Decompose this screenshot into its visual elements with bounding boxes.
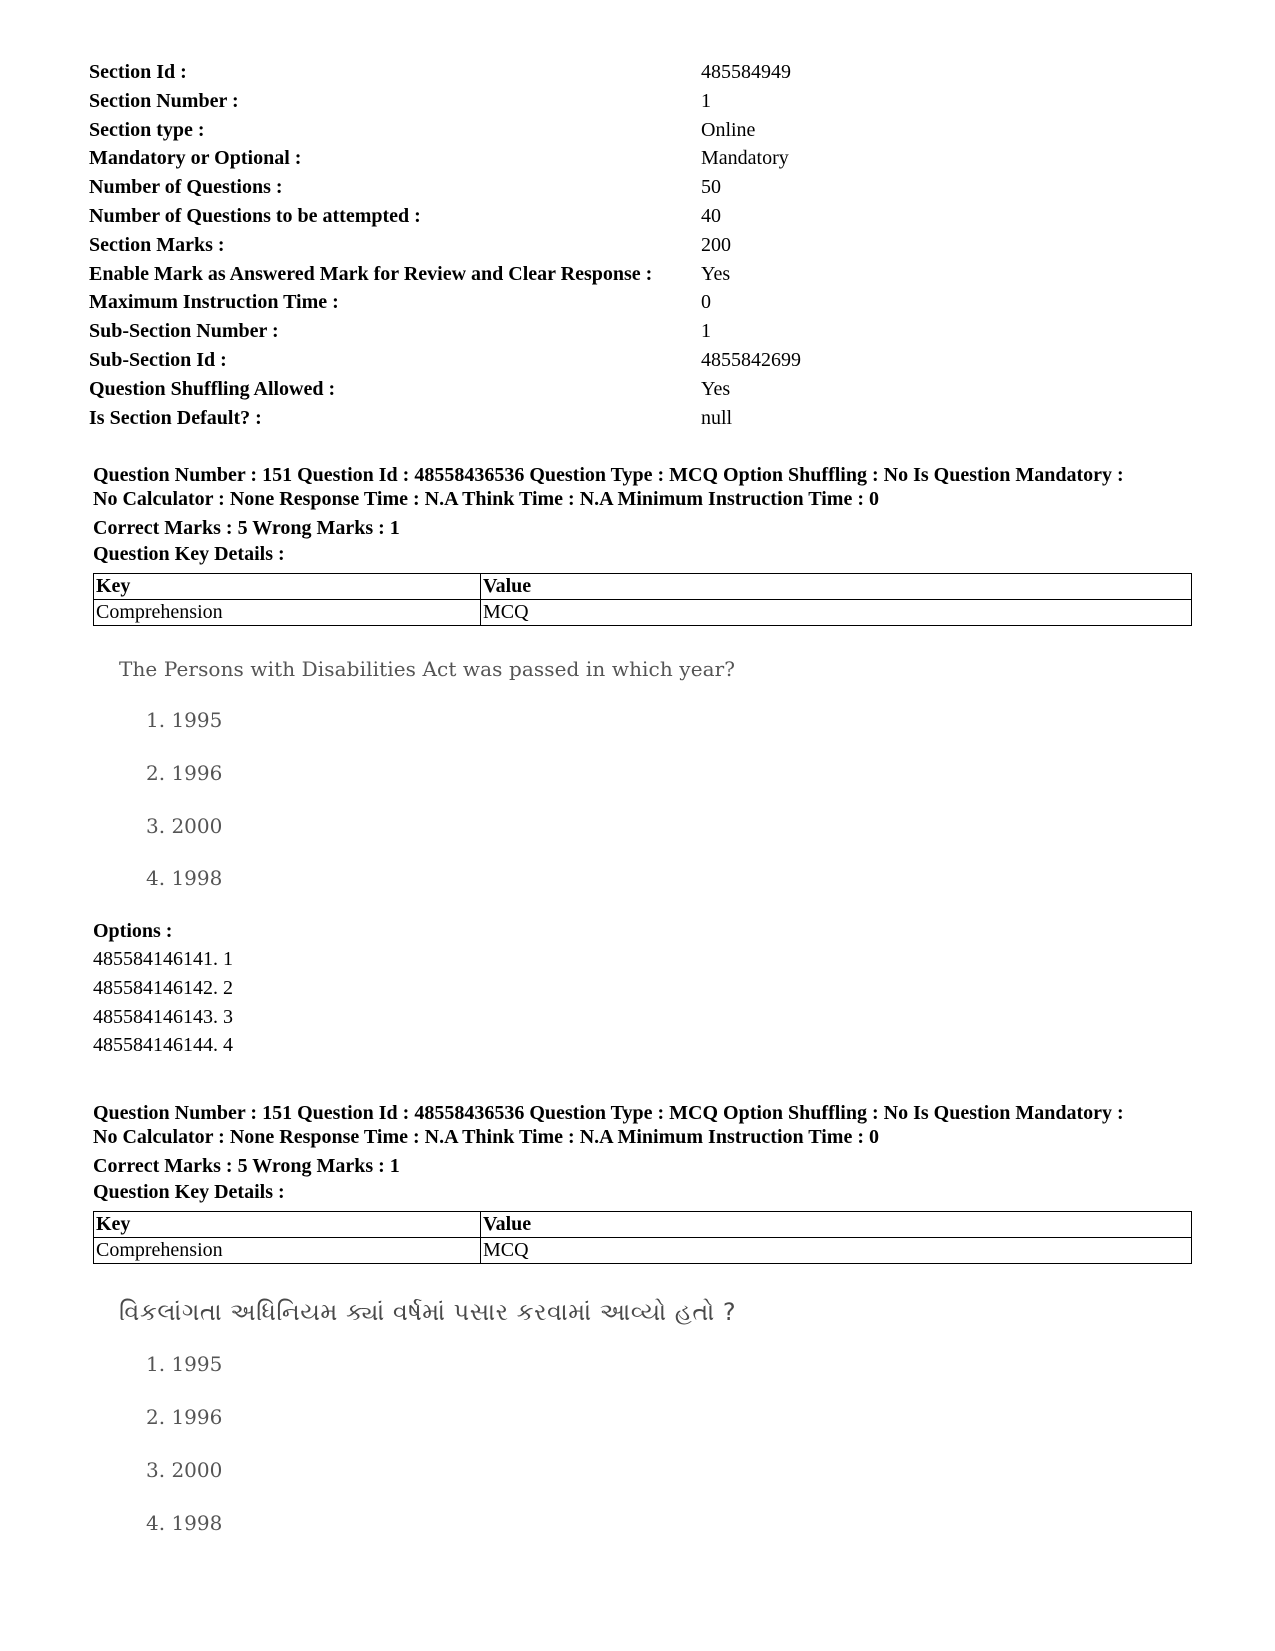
section-info — [89, 58, 1189, 432]
info-row — [89, 260, 1189, 289]
info-value: 200 — [701, 233, 731, 256]
answer-choice: 2. 1996 — [146, 1405, 223, 1429]
info-row — [89, 346, 1189, 375]
answer-choice: 3. 2000 — [146, 1458, 223, 1482]
table-row — [94, 600, 1192, 626]
table-row — [94, 1238, 1192, 1264]
info-value: 4855842699 — [701, 348, 801, 371]
info-label: Is Section Default? : — [89, 406, 262, 429]
info-row — [89, 58, 1189, 87]
question-marks: Correct Marks : 5 Wrong Marks : 1 — [93, 517, 400, 539]
question-header-line: No Calculator : None Response Time : N.A Think Time : N.A Minimum Instruction Time : 0 — [93, 1126, 879, 1148]
question-text: The Persons with Disabilities Act was passed in which year? — [119, 657, 736, 681]
table-header-value: Value — [481, 1212, 1192, 1238]
table-cell-value: MCQ — [481, 600, 1192, 626]
table-cell-value: MCQ — [481, 1238, 1192, 1264]
info-value: 485584949 — [701, 61, 791, 83]
option-item: 485584146144. 4 — [93, 1034, 233, 1057]
question-key-details-label: Question Key Details : — [93, 543, 285, 565]
info-value: 0 — [701, 291, 711, 314]
question-header-line: Question Number : 151 Question Id : 48558436536 Question Type : MCQ Option Shuffling : No Is Question Mandatory : — [93, 464, 1124, 486]
table-header-key: Key — [94, 574, 481, 600]
answer-choice: 1. 1995 — [146, 708, 223, 732]
info-label: Section Number : — [89, 89, 239, 112]
info-row — [89, 116, 1189, 145]
info-label: Section type : — [89, 118, 205, 141]
option-item: 485584146141. 1 — [93, 948, 233, 970]
info-row — [89, 317, 1189, 346]
info-label: Sub-Section Id : — [89, 348, 227, 371]
answer-choice: 4. 1998 — [146, 1511, 223, 1535]
info-value: 50 — [701, 176, 721, 199]
answer-choice: 2. 1996 — [146, 761, 223, 785]
answer-choice: 3. 2000 — [146, 814, 223, 838]
info-label: Sub-Section Number : — [89, 320, 279, 343]
info-value: Online — [701, 118, 756, 141]
question-key-details-label: Question Key Details : — [93, 1181, 285, 1203]
info-label: Question Shuffling Allowed : — [89, 377, 336, 400]
info-value: Mandatory — [701, 147, 789, 170]
question-header-line: No Calculator : None Response Time : N.A Think Time : N.A Minimum Instruction Time : 0 — [93, 488, 879, 510]
info-row — [89, 87, 1189, 116]
info-row — [89, 404, 1189, 433]
options-list — [93, 917, 233, 1060]
info-label: Section Marks : — [89, 233, 225, 256]
info-value: Yes — [701, 262, 731, 285]
option-item: 485584146143. 3 — [93, 1005, 233, 1028]
info-value: Yes — [701, 377, 731, 400]
table-cell-key: Comprehension — [94, 1238, 481, 1264]
info-label: Maximum Instruction Time : — [89, 291, 339, 314]
question-key-table — [93, 1211, 1192, 1264]
answer-choice: 1. 1995 — [146, 1352, 223, 1376]
info-value: 40 — [701, 204, 721, 227]
info-value: 1 — [701, 89, 711, 112]
question-key-table — [93, 573, 1192, 626]
question-marks: Correct Marks : 5 Wrong Marks : 1 — [93, 1155, 400, 1177]
question-header — [93, 463, 1193, 566]
table-header-value: Value — [481, 574, 1192, 600]
info-value: 1 — [701, 320, 711, 343]
info-label: Number of Questions : — [89, 176, 283, 199]
info-label: Number of Questions to be attempted : — [89, 204, 421, 227]
option-item: 485584146142. 2 — [93, 976, 233, 999]
question-header-line: Question Number : 151 Question Id : 48558436536 Question Type : MCQ Option Shuffling : No Is Question Mandatory : — [93, 1102, 1124, 1124]
info-row — [89, 202, 1189, 231]
options-title: Options : — [93, 920, 173, 942]
table-header-row — [94, 574, 1192, 600]
answer-choice: 4. 1998 — [146, 866, 223, 890]
info-row — [89, 375, 1189, 404]
question-header — [93, 1101, 1193, 1204]
info-label: Enable Mark as Answered Mark for Review and Clear Response : — [89, 262, 653, 285]
table-header-row — [94, 1212, 1192, 1238]
info-row — [89, 288, 1189, 317]
table-cell-key: Comprehension — [94, 600, 481, 626]
info-label: Section Id : — [89, 61, 187, 83]
table-header-key: Key — [94, 1212, 481, 1238]
question-text: વિકલાંગતા અધિનિયમ ક્યાં વર્ષમાં પસાર કરવામાં આવ્યો હતો ? — [119, 1298, 737, 1326]
info-label: Mandatory or Optional : — [89, 147, 302, 170]
info-row — [89, 173, 1189, 202]
info-row — [89, 231, 1189, 260]
info-row — [89, 144, 1189, 173]
info-value: null — [701, 406, 733, 429]
